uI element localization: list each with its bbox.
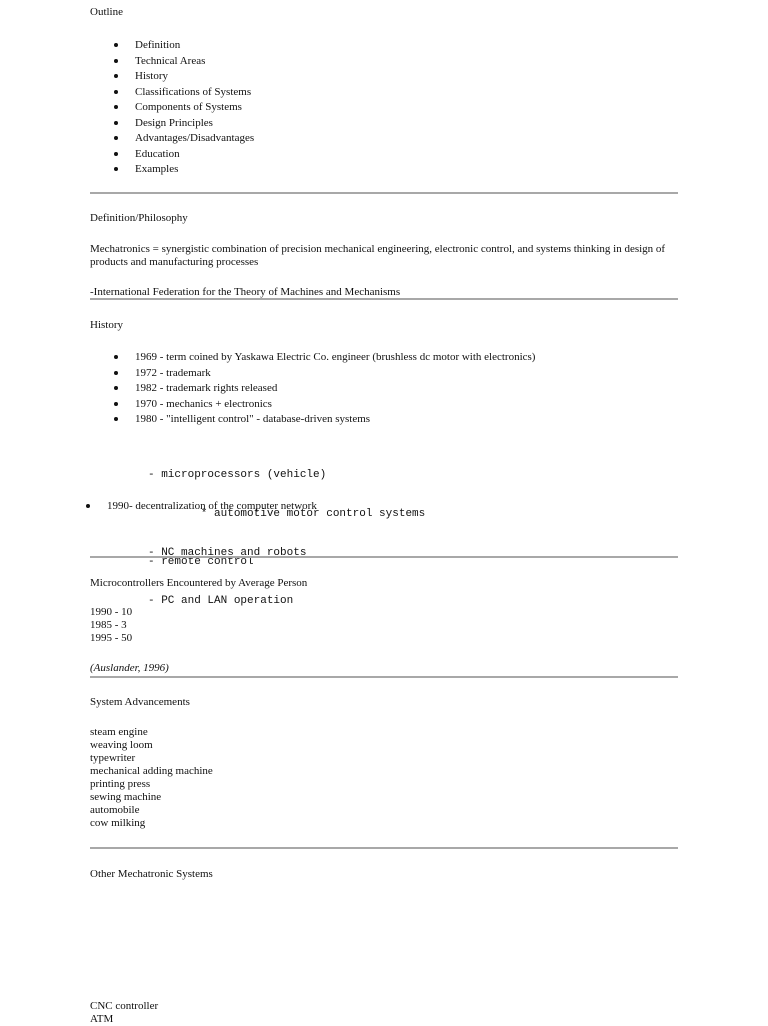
- microcontrollers-heading: Microcontrollers Encountered by Average Person: [90, 577, 308, 589]
- outline-item: Definition: [90, 39, 254, 55]
- other-list: [90, 1000, 158, 1026]
- history-list-1990: [62, 500, 317, 516]
- divider: [90, 676, 678, 678]
- history-item: 1982 - trademark rights released: [90, 382, 535, 398]
- divider: [90, 192, 678, 194]
- microcontrollers-list: [90, 606, 132, 645]
- history-heading: History: [90, 319, 123, 331]
- advancement-item: steam engine: [90, 726, 148, 738]
- advancement-item: automobile: [90, 804, 140, 816]
- outline-item: Components of Systems: [90, 101, 254, 117]
- outline-item: Technical Areas: [90, 55, 254, 71]
- outline-item: Examples: [90, 163, 254, 179]
- microcontrollers-line: 1990 - 10: [90, 606, 133, 618]
- pre-line: * automotive motor control systems: [148, 508, 426, 520]
- advancements-heading: System Advancements: [90, 696, 190, 708]
- pre-line: - microprocessors (vehicle): [148, 469, 327, 481]
- history-list: [90, 351, 535, 429]
- outline-item: Design Principles: [90, 117, 254, 133]
- outline-item: Classifications of Systems: [90, 86, 254, 102]
- definition-heading: Definition/Philosophy: [90, 212, 188, 224]
- other-heading: Other Mechatronic Systems: [90, 868, 213, 880]
- definition-text: Mechatronics = synergistic combination of precision mechanical engineering, electronic control, and systems thinking in design of products and manufacturing processes: [90, 243, 666, 268]
- advancement-item: mechanical adding machine: [90, 765, 213, 777]
- history-item: 1972 - trademark: [90, 367, 535, 383]
- pre-line: - NC machines and robots: [148, 547, 307, 559]
- advancement-item: cow milking: [90, 817, 146, 829]
- history-item: 1990- decentralization of the computer network: [62, 500, 317, 516]
- history-item: 1969 - term coined by Yaskawa Electric Co. engineer (brushless dc motor with electronics): [90, 351, 535, 367]
- history-item: 1980 - "intelligent control" - database-driven systems: [90, 413, 535, 429]
- citation: (Auslander, 1996): [90, 662, 169, 674]
- outline-heading: Outline: [90, 6, 123, 18]
- microcontrollers-line: 1995 - 50: [90, 632, 133, 644]
- microcontrollers-line: 1985 - 3: [90, 619, 127, 631]
- outline-item: Education: [90, 148, 254, 164]
- advancement-item: typewriter: [90, 752, 136, 764]
- other-item: ATM: [90, 1013, 114, 1025]
- pre-line: - remote control: [148, 556, 254, 568]
- advancement-item: printing press: [90, 778, 151, 790]
- divider: [90, 556, 678, 558]
- definition-source: -International Federation for the Theory of Machines and Mechanisms: [90, 286, 401, 298]
- divider: [90, 847, 678, 849]
- outline-item: Advantages/Disadvantages: [90, 132, 254, 148]
- divider: [90, 298, 678, 300]
- history-item: 1970 - mechanics + electronics: [90, 398, 535, 414]
- pre-line: - PC and LAN operation: [148, 595, 294, 607]
- advancement-item: sewing machine: [90, 791, 162, 803]
- outline-item: History: [90, 70, 254, 86]
- outline-list: [90, 39, 254, 179]
- advancements-list: [90, 726, 213, 830]
- advancement-item: weaving loom: [90, 739, 153, 751]
- other-item: CNC controller: [90, 1000, 159, 1012]
